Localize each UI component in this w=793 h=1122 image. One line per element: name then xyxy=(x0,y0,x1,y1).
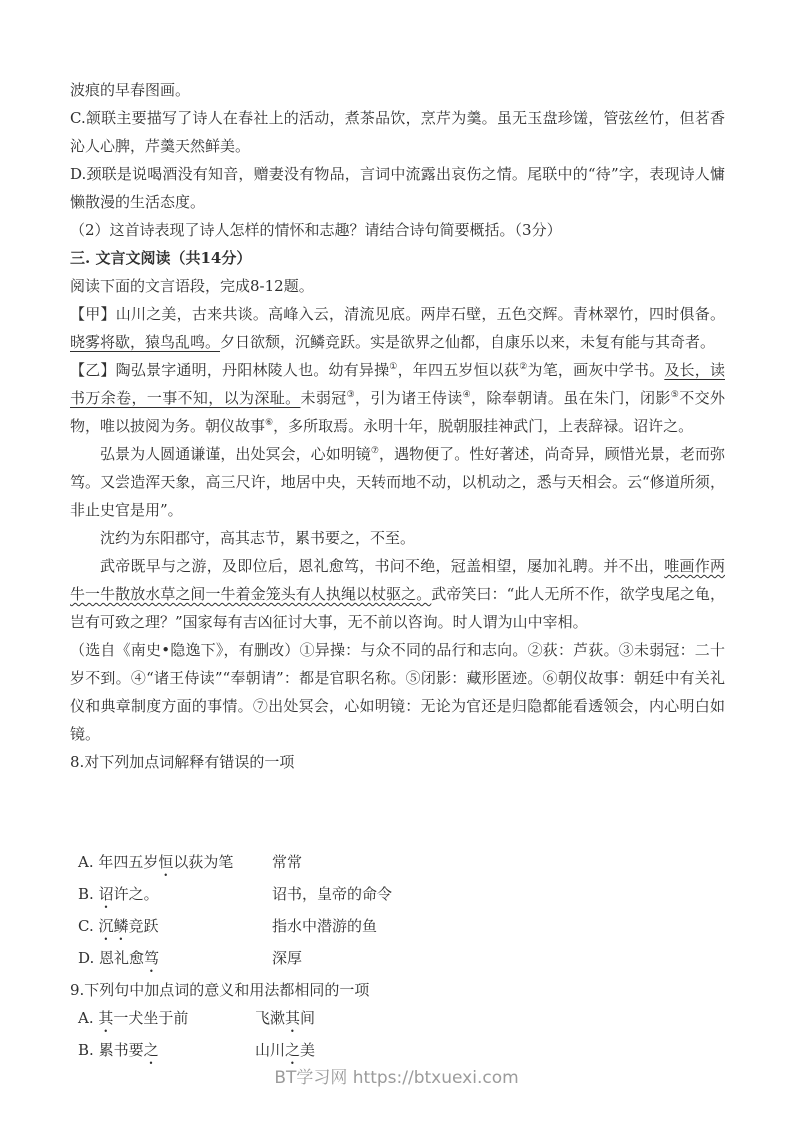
choice-d-analysis: D.颈联是说喝酒没有知音，赠妻没有物品，言词中流露出哀伤之情。尾联中的“待”字，表现诗人慵懒散漫的生活态度。 xyxy=(70,165,725,211)
question-8-options xyxy=(70,848,725,976)
q8-option-b-phrase xyxy=(78,880,272,912)
q8-c-label: C. xyxy=(78,917,99,935)
q8-a-post: 以荻为笔 xyxy=(173,853,234,871)
yi1-text-1: 【乙】陶弘景字通明，丹阳林陵人也。幼有异操 xyxy=(70,361,390,379)
q8-option-b-definition: 诏书，皇帝的命令 xyxy=(272,885,393,903)
yi4-wavy-underlined-sentence: 唯画作两牛一牛散放水草之间一牛着金笼头有人执绳以杖驱之。 xyxy=(70,557,725,603)
q9-b-right-pre: 山川 xyxy=(255,1041,286,1059)
yi1-text-2: ，年四五岁恒以荻 xyxy=(397,361,520,379)
q9-a-right-post: 间 xyxy=(300,1009,316,1027)
note-ref-7: ⑦ xyxy=(370,446,379,456)
note-ref-3: ③ xyxy=(346,390,356,400)
jia-underlined-sentence: 晓雾将歇，猿鸟乱鸣。 xyxy=(70,333,221,351)
yi1-text-3: 为笔，画灰中学书。 xyxy=(527,361,665,379)
question-7-part2: （2）这首诗表现了诗人怎样的情怀和志趣？请结合诗句简要概括。（3分） xyxy=(70,221,562,239)
section-3-title: 三. 文言文阅读（共14分） xyxy=(70,249,252,267)
q8-option-d xyxy=(70,944,725,976)
q8-a-pre: 年四五岁 xyxy=(98,853,159,871)
passage-yi-para4 xyxy=(70,552,725,636)
q8-b-dotted-word: 诏 xyxy=(98,885,114,903)
passage-jia xyxy=(70,300,725,356)
q8-option-a-definition: 常常 xyxy=(272,853,303,871)
q8-option-d-definition: 深厚 xyxy=(272,949,303,967)
note-ref-4: ④ xyxy=(462,390,472,400)
yi2-text-2: ，遇物便了。性好著述，尚奇异，顾惜光景，老而弥笃。又尝造浑天象，高三尺许，地居中央，天转而地不动，以机动之，悉与天相会。云“修道所须，非止史官是用”。 xyxy=(70,445,725,519)
yi1-text-4: 未弱冠 xyxy=(300,389,347,407)
q9-b-right-post: 美 xyxy=(300,1041,316,1059)
note-ref-2: ② xyxy=(519,362,528,372)
q9-b-left-pre: 累书要 xyxy=(98,1041,144,1059)
q9-a-right-pre: 飞漱 xyxy=(255,1009,286,1027)
passage-yi-para3: 沈约为东阳郡守，高其志节，累书要之，不至。 xyxy=(100,529,416,547)
q9-b-label: B. xyxy=(78,1041,99,1059)
q9-a-left-dotted-word: 其 xyxy=(98,1009,114,1027)
document-content xyxy=(70,76,725,1068)
q9-option-a-right-phrase xyxy=(255,1004,315,1036)
q9-option-a-left-phrase xyxy=(78,1004,255,1036)
yi1-text-6: ，除奉朝请。虽在朱门，闭影 xyxy=(471,389,671,407)
q8-option-a xyxy=(70,848,725,880)
yi1-text-7: 不交外物，唯以披阅为务。朝仪故事 xyxy=(70,389,725,435)
q8-option-c-definition: 指水中潜游的鱼 xyxy=(272,917,378,935)
q9-b-left-dotted-word: 之 xyxy=(143,1041,159,1059)
passage-yi-para2 xyxy=(70,440,725,524)
q8-option-d-phrase xyxy=(78,944,272,976)
q8-d-pre: 恩礼愈 xyxy=(99,949,145,967)
reading-instruction: 阅读下面的文言语段，完成8-12题。 xyxy=(70,277,314,295)
q8-a-dotted-word: 恒 xyxy=(158,853,174,871)
yi1-text-5: ，引为诸王侍读 xyxy=(355,389,463,407)
site-watermark: BT学习网 https://btxuexi.com xyxy=(274,1068,519,1088)
q9-a-label: A. xyxy=(78,1009,99,1027)
q8-option-a-phrase xyxy=(78,848,272,880)
q8-option-c-phrase xyxy=(78,912,272,944)
q8-b-label: B. xyxy=(78,885,99,903)
q8-d-label: D. xyxy=(78,949,100,967)
yi4-text-1: 武帝既早与之游，及即位后，恩礼愈笃，书问不绝，冠盖相望，屡加礼聘。并不出， xyxy=(100,557,665,575)
yi1-underlined-sentence: 及长，读书万余卷，一事不知，以为深耻。 xyxy=(70,361,725,407)
q8-a-label: A. xyxy=(78,853,99,871)
q8-b-post: 许之。 xyxy=(113,885,159,903)
question-9-stem: 9.下列句中加点词的意义和用法都相同的一项 xyxy=(70,981,370,999)
note-ref-1: ① xyxy=(389,362,398,372)
q9-option-a xyxy=(70,1004,725,1036)
q9-a-left-post: 一犬坐于前 xyxy=(113,1009,189,1027)
continuation-line: 波痕的早春图画。 xyxy=(70,81,191,99)
yi2-text-1: 弘景为人圆通谦谨，出处冥会，心如明镜 xyxy=(100,445,371,463)
note-ref-6: ⑥ xyxy=(265,418,274,428)
q9-b-right-dotted-word: 之 xyxy=(285,1041,301,1059)
q8-d-dotted-word: 笃 xyxy=(144,949,160,967)
q8-c-dotted-word: 沉鳞 xyxy=(98,917,129,935)
yi1-text-8: ，多所取焉。永明十年，脱朝服挂神武门，上表辞禄。诏许之。 xyxy=(273,417,694,435)
jia-text-1: 【甲】山川之美，古来共谈。高峰入云，清流见底。两岸石壁，五色交辉。青林翠竹，四时俱备。 xyxy=(70,305,725,323)
q8-option-c xyxy=(70,912,725,944)
yi4-text-2: 武帝笑曰：“此人无所不作，欲学曳尾之龟，岂有可致之理？”国家每有吉凶征讨大事，无不前以咨询。时人谓为山中宰相。 xyxy=(70,585,725,631)
note-ref-5: ⑤ xyxy=(670,390,680,400)
choice-c-analysis: C.颔联主要描写了诗人在春社上的活动，煮茶品饮，烹芹为羹。虽无玉盘珍馐，管弦丝竹，但茗香沁人心脾，芹羹天然鲜美。 xyxy=(70,109,725,155)
q8-option-b xyxy=(70,880,725,912)
passage-source-and-notes: （选自《南史•隐逸下》，有删改）①异操：与众不同的品行和志向。②荻：芦荻。③未弱冠：二十岁不到。④“诸王侍读”“奉朝请”：都是官职名称。⑤闭影：藏形匿迹。⑥朝仪故事：朝廷中有关礼仪和典章制度方面的事情。⑦出处冥会，心如明镜：无论为官还是归隐都能看透领会，内心明白如镜。 xyxy=(70,641,725,743)
q9-a-right-dotted-word: 其 xyxy=(285,1009,301,1027)
question-8-stem: 8.对下列加点词解释有错误的一项 xyxy=(70,753,295,771)
passage-yi-para1 xyxy=(70,356,725,440)
jia-text-2: 夕日欲颓，沉鳞竞跃。实是欲界之仙都，自康乐以来，未复有能与其奇者。 xyxy=(220,333,716,351)
question-9-options xyxy=(70,1004,725,1068)
q8-c-post: 竞跃 xyxy=(128,917,159,935)
